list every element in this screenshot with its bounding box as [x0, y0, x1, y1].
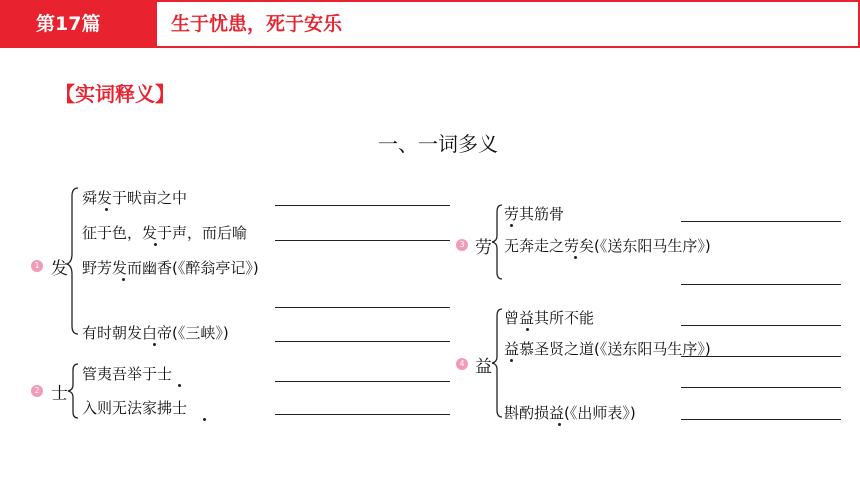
answer-blank[interactable]	[275, 240, 450, 241]
answer-blank[interactable]	[681, 284, 841, 285]
answer-blank[interactable]	[275, 341, 450, 342]
chapter-tab: 第17篇	[0, 0, 157, 48]
number-badge: 2	[31, 385, 43, 397]
sentence-line: 野芳发而幽香(《醉翁亭记》)	[82, 259, 259, 277]
answer-blank[interactable]	[275, 307, 450, 308]
number-badge: 1	[31, 260, 43, 272]
emphasis-dot	[154, 243, 157, 246]
answer-blank[interactable]	[681, 221, 841, 222]
answer-blank[interactable]	[681, 325, 841, 326]
emphasis-dot	[510, 359, 513, 362]
answer-blank[interactable]	[681, 356, 841, 357]
keyword: 发	[51, 259, 68, 279]
emphasis-dot	[105, 208, 108, 211]
answer-blank[interactable]	[681, 387, 841, 388]
sentence-line: 入则无法家拂士	[82, 399, 188, 417]
keyword: 士	[51, 384, 68, 404]
section-heading: 【实词释义】	[55, 82, 175, 106]
emphasis-dot	[153, 343, 156, 346]
page-title: 生于忧患，死于安乐	[171, 13, 343, 35]
number-badge: 4	[456, 358, 468, 370]
answer-blank[interactable]	[681, 419, 841, 420]
keyword: 劳	[475, 238, 492, 258]
sentence-line: 益慕圣贤之道(《送东阳马生序》)	[504, 340, 711, 358]
emphasis-dot	[122, 278, 125, 281]
emphasis-dot	[178, 384, 181, 387]
answer-blank[interactable]	[275, 381, 450, 382]
keyword: 益	[475, 357, 492, 377]
sentence-line: 舜发于畎亩之中	[82, 189, 188, 207]
brace-icon	[490, 203, 504, 281]
sentence-line: 管夷吾举于士	[82, 365, 173, 383]
sentence-line: 曾益其所不能	[504, 309, 595, 327]
emphasis-dot	[526, 328, 529, 331]
sentence-line: 有时朝发白帝(《三峡》)	[82, 324, 229, 342]
emphasis-dot	[203, 418, 206, 421]
sub-heading: 一、一词多义	[378, 132, 498, 156]
sentence-line: 无奔走之劳矣(《送东阳马生序》)	[504, 237, 711, 255]
brace-icon	[490, 307, 504, 419]
number-badge: 3	[456, 239, 468, 251]
sentence-line: 劳其筋骨	[504, 205, 565, 223]
emphasis-dot	[574, 256, 577, 259]
sentence-line: 斟酌损益(《出师表》)	[504, 404, 636, 422]
answer-blank[interactable]	[275, 414, 450, 415]
brace-icon	[66, 186, 80, 338]
emphasis-dot	[558, 423, 561, 426]
sentence-line: 征于色，发于声，而后喻	[82, 224, 248, 242]
emphasis-dot	[510, 224, 513, 227]
answer-blank[interactable]	[275, 205, 450, 206]
brace-icon	[66, 362, 80, 420]
